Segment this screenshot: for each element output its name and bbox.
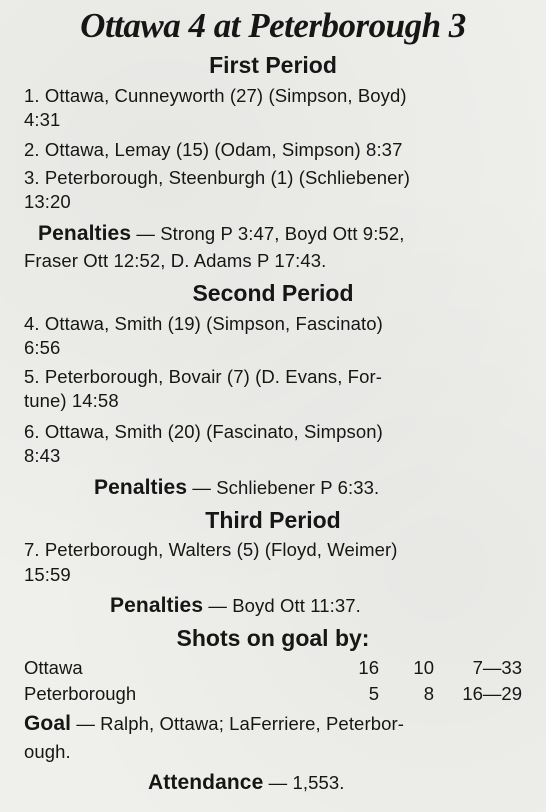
- goal-label: Goal: [24, 712, 72, 735]
- goaltenders-line-1: [24, 712, 404, 736]
- attendance-line: [148, 771, 344, 795]
- goal-7-line-1: 7. Peterborough, Walters (5) (Floyd, Weimer): [24, 539, 398, 560]
- shots-row-ottawa: [24, 656, 522, 680]
- attendance-label: Attendance: [148, 771, 264, 794]
- goal-1-text: 1. Ottawa, Cunneyworth (27) (Simpson, Boyd): [24, 85, 407, 106]
- game-headline: Ottawa 4 at Peterborough 3: [80, 6, 466, 45]
- goaltenders-line-2: ough.: [24, 741, 71, 762]
- goal-4-time: 6:56: [24, 337, 61, 358]
- attendance-value: — 1,553.: [268, 772, 345, 793]
- second-period-heading: Second Period: [192, 280, 354, 306]
- shots-period-2: 10: [413, 657, 434, 678]
- shots-period-1: 16: [358, 657, 379, 678]
- goal-3-line-1: 3. Peterborough, Steenburgh (1) (Schliebener): [24, 167, 411, 188]
- penalties-text: — Boyd Ott 11:37.: [208, 595, 361, 616]
- goal-6-line-1: 6. Ottawa, Smith (20) (Fascinato, Simpson): [24, 421, 383, 442]
- third-period-heading: Third Period: [205, 507, 341, 533]
- shots-period-3-total: 16—29: [462, 683, 522, 704]
- shots-heading: Shots on goal by:: [176, 625, 370, 651]
- goal-1-time: 4:31: [24, 109, 61, 130]
- first-period-heading: First Period: [209, 52, 337, 78]
- goal-7-time: 15:59: [24, 564, 71, 585]
- shots-team: Ottawa: [24, 657, 83, 678]
- first-period-penalties-line-1: [38, 222, 404, 246]
- second-period-penalties: [94, 476, 379, 500]
- shots-row-peterborough: [24, 682, 522, 706]
- goal-6-time: 8:43: [24, 445, 61, 466]
- third-period-penalties: [110, 594, 361, 618]
- goal-text: — Ralph, Ottawa; LaFerriere, Peterbor-: [76, 713, 405, 734]
- shots-period-3-total: 7—33: [472, 657, 522, 678]
- goal-5-line-1: 5. Peterborough, Bovair (7) (D. Evans, For-: [24, 366, 382, 387]
- shots-period-2: 8: [423, 683, 434, 704]
- first-period-penalties-line-2: Fraser Ott 12:52, D. Adams P 17:43.: [24, 250, 327, 271]
- penalties-label: Penalties: [38, 222, 132, 245]
- penalties-label: Penalties: [110, 594, 204, 617]
- goal-2-line: 2. Ottawa, Lemay (15) (Odam, Simpson) 8:37: [24, 139, 403, 160]
- goal-4-line-1: 4. Ottawa, Smith (19) (Simpson, Fascinato): [24, 313, 383, 334]
- penalties-text: — Strong P 3:47, Boyd Ott 9:52,: [136, 223, 405, 244]
- goal-3-time: 13:20: [24, 191, 71, 212]
- shots-team: Peterborough: [24, 683, 137, 704]
- goal-1-line-1: [24, 84, 522, 108]
- goal-5-line-2: tune) 14:58: [24, 390, 119, 411]
- penalties-text: — Schliebener P 6:33.: [192, 477, 380, 498]
- penalties-label: Penalties: [94, 476, 188, 499]
- shots-period-1: 5: [368, 683, 379, 704]
